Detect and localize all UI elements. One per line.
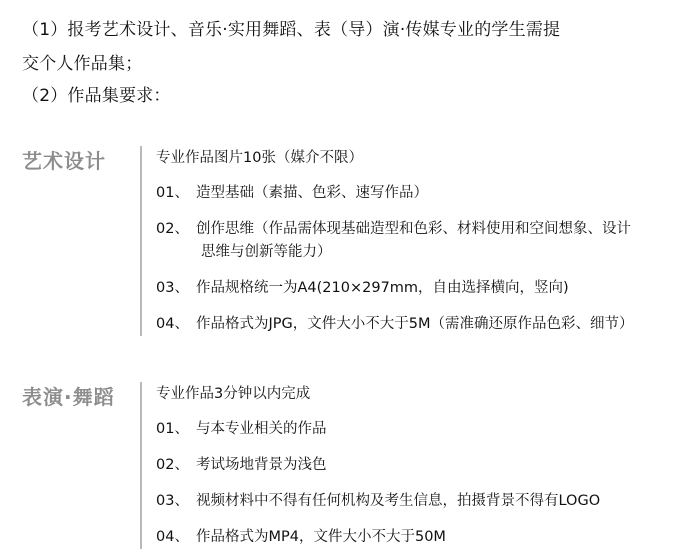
item-number: 02、 [156,457,189,473]
item-number: 02、 [156,221,189,237]
item-text [196,218,679,264]
section-performance-dance [22,382,679,549]
section-title: 表演·舞蹈 [22,385,115,409]
item-text-cont: 思维与创新等能力） [201,244,332,260]
item-text: 造型基础（素描、色彩、速写作品） [196,185,428,201]
item-text: 视频材料中不得有任何机构及考生信息，拍摄背景不得有LOGO [196,493,601,509]
section-body [140,382,679,549]
intro-block [22,14,679,112]
item-number: 01、 [156,185,189,201]
item-text: 考试场地背景为浅色 [196,457,327,473]
item-text: 与本专业相关的作品 [196,421,327,437]
item-text-main: 创作思维（作品需体现基础造型和色彩、材料使用和空间想象、设计 [196,221,631,237]
item-number: 01、 [156,421,189,437]
list-item [156,182,679,205]
list-item [156,490,679,513]
item-number: 03、 [156,280,189,296]
item-number: 04、 [156,529,189,545]
section-lead: 专业作品图片10张（媒介不限） [156,150,363,166]
list-item [156,418,679,441]
intro-line-1: （1）报考艺术设计、音乐·实用舞蹈、表（导）演·传媒专业的学生需提 [22,20,561,40]
list-item [156,454,679,477]
item-text: 作品格式为JPG，文件大小不大于5M（需准确还原作品色彩、细节） [196,316,634,332]
item-text: 作品格式为MP4，文件大小不大于50M [196,529,446,545]
section-body [140,146,679,336]
item-text: 作品规格统一为A4(210×297mm，自由选择横向，竖向) [196,280,569,296]
item-number: 04、 [156,316,189,332]
list-item [156,218,679,264]
item-number: 03、 [156,493,189,509]
intro-line-3: （2）作品集要求： [22,86,171,106]
intro-line-2: 交个人作品集； [22,54,143,74]
section-lead: 专业作品3分钟以内完成 [156,386,311,402]
section-title: 艺术设计 [22,149,106,173]
list-item [156,277,679,300]
list-item [156,313,679,336]
list-item [156,526,679,549]
section-art-design [22,146,679,336]
